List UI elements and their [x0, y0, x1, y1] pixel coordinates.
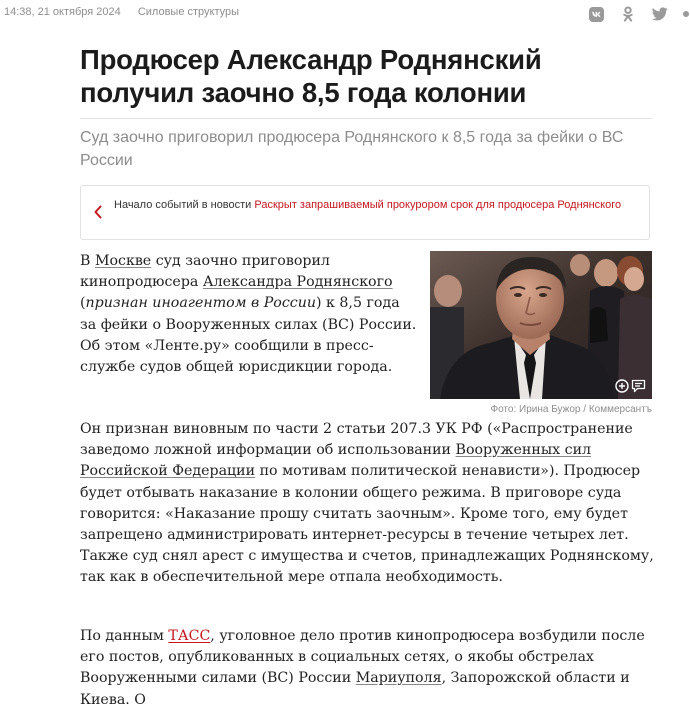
related-story-card[interactable]	[80, 185, 650, 240]
publish-datetime: 14:38, 21 октября 2024	[4, 6, 121, 18]
header-divider	[80, 118, 652, 119]
article-title: Продюсер Александр Роднянский получил заочно 8,5 года колонии	[80, 44, 542, 108]
rubric-link[interactable]: Силовые структуры	[137, 6, 240, 18]
text: по мотивам политической ненависти»). Продюсер будет отбывать наказание в колонии общего режима. В приговоре суда говорится: «Наказание прошу считать заочным». Кроме того, ему будет запрещено администрировать интернет-ресурсы в течение четырех лет. Также суд снял арест с имущества и счетов, принадлежащих Роднянскому, так как в обеспечительной мере отпала необходимость.	[80, 463, 654, 586]
chevron-left-icon	[93, 205, 103, 219]
related-story-prefix: Начало событий в новости	[114, 199, 252, 211]
text: ) к 8,5 года за фейки о Вооруженных силах (ВС) России. Об этом «Ленте.ру» сообщили в пресс-службе судов общей юрисдикции города.	[80, 295, 417, 376]
paragraph-1	[80, 251, 420, 378]
foreign-agent-note: признан иноагентом в России	[85, 295, 316, 312]
twitter-share-icon[interactable]	[651, 5, 669, 23]
related-story-link[interactable]: Раскрыт запрашиваемый прокурором срок для продюсера Роднянского	[254, 199, 622, 211]
link-rodnyansky[interactable]: Александра Роднянского	[202, 274, 393, 291]
link-mariupol[interactable]: Мариуполя	[355, 670, 442, 687]
text: (	[80, 295, 86, 312]
text: Он признан виновным по части 2 статьи 207.3 УК РФ («Распространение заведомо ложной информации об использовании	[80, 421, 633, 459]
text: , Запорожской области и Киева. О	[80, 670, 630, 708]
link-tass[interactable]: ТАСС	[168, 628, 211, 644]
zoom-icon[interactable]	[615, 379, 629, 393]
link-moscow[interactable]: Москве	[94, 253, 152, 269]
photo-controls	[615, 379, 646, 393]
article-subtitle: Суд заочно приговорил продюсера Роднянского к 8,5 года за фейки о ВС России	[80, 129, 624, 169]
link-armed-forces[interactable]: Вооруженных сил Российской Федерации	[80, 442, 592, 480]
text: , уголовное дело против кинопродюсера возбудили после его постов, опубликованных в социальных сетях, о якобы обстрелах Вооруженными силами (ВС) России	[80, 628, 645, 687]
portrait-illustration	[430, 251, 652, 399]
more-share-icon[interactable]	[681, 5, 690, 23]
related-story-text	[114, 198, 634, 212]
text: В	[80, 253, 95, 269]
photo-caption: Фото: Ирина Бужор / Коммерсантъ	[490, 404, 652, 415]
article-meta	[4, 6, 239, 18]
article-meta-bar	[0, 0, 690, 28]
vk-share-icon[interactable]	[587, 5, 605, 23]
ok-share-icon[interactable]	[619, 5, 637, 23]
text: По данным	[80, 628, 169, 644]
text: суд заочно приговорил кинопродюсера	[80, 253, 330, 291]
paragraph-3	[80, 626, 658, 711]
paragraph-2	[80, 419, 658, 589]
caption-icon[interactable]	[631, 379, 646, 393]
article-photo[interactable]	[430, 251, 652, 399]
